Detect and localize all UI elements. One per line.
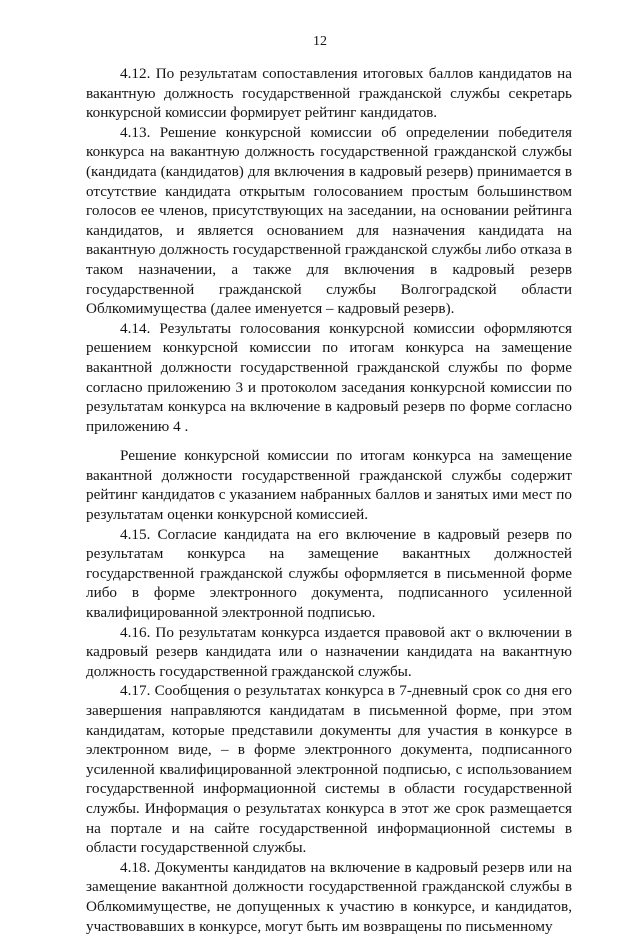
paragraph-4-14: 4.14. Результаты голосования конкурсной комиссии оформляются решением конкурсной комиссии по итогам конкурса на замещение вакантной должности государственной гражданской службы по форме согласно приложению 3 и протоколом заседания конкурсной комиссии по результатам конкурса на включение в кадровый резерв по форме согласно приложению 4 . — [86, 319, 572, 435]
paragraph-decision-rating: Решение конкурсной комиссии по итогам конкурса на замещение вакантной должности государственной гражданской службы содержит рейтинг кандидатов с указанием набранных баллов и занятых ими мест по результатам оценки конкурсной комиссией. — [86, 447, 572, 524]
paragraph-4-12: 4.12. По результатам сопоставления итоговых баллов кандидатов на вакантную должность государственной гражданской службы секретарь конкурсной комиссии формирует рейтинг кандидатов. — [86, 65, 572, 122]
paragraph-4-17: 4.17. Сообщения о результатах конкурса в 7-дневный срок со дня его завершения направляются кандидатам в письменной форме, при этом кандидатам, которые представили документы для участия в конкурсе в электронном виде, – в форме электронного документа, подписанного усиленной квалифицированной электронной подписью, с использованием государственной информационной системы в области государственной службы. Информация о результатах конкурса в этот же срок размещается на портале и на сайте государственной информационной системы в области государственной службы. — [86, 682, 572, 857]
paragraph-4-15: 4.15. Согласие кандидата на его включение в кадровый резерв по результатам конкурса на замещение вакантных должностей государственной гражданской службы оформляется в письменной форме либо в форме электронного документа, подписанного усиленной квалифицированной электронной подписью. — [86, 525, 572, 622]
paragraph-4-13: 4.13. Решение конкурсной комиссии об определении победителя конкурса на вакантную должность государственной гражданской службы (кандидата (кандидатов) для включения в кадровый резерв) принимается в отсутствие кандидата открытым голосованием простым большинством голосов ее членов, присутствующих на заседании, на основании рейтинга кандидатов, и является основанием для назначения кандидата на вакантную должность государственной гражданской службы либо отказа в таком назначении, а также для включения в кадровый резерв государственной гражданской службы Волгоградской области Облкомимущества (далее именуется – кадровый резерв). — [86, 123, 572, 318]
paragraph-4-18: 4.18. Документы кандидатов на включение в кадровый резерв или на замещение вакантной должности государственной гражданской службы в Облкомимуществе, не допущенных к участию в конкурсе, и кандидатов, участвовавших в конкурсе, могут быть им возвращены по письменному — [86, 858, 572, 935]
document-body — [86, 64, 572, 936]
paragraph-gap — [86, 436, 572, 446]
paragraph-4-16: 4.16. По результатам конкурса издается правовой акт о включении в кадровый резерв кандидата или о назначении кандидата на вакантную должность государственной гражданской службы. — [86, 623, 572, 680]
page-number: 12 — [313, 34, 327, 49]
